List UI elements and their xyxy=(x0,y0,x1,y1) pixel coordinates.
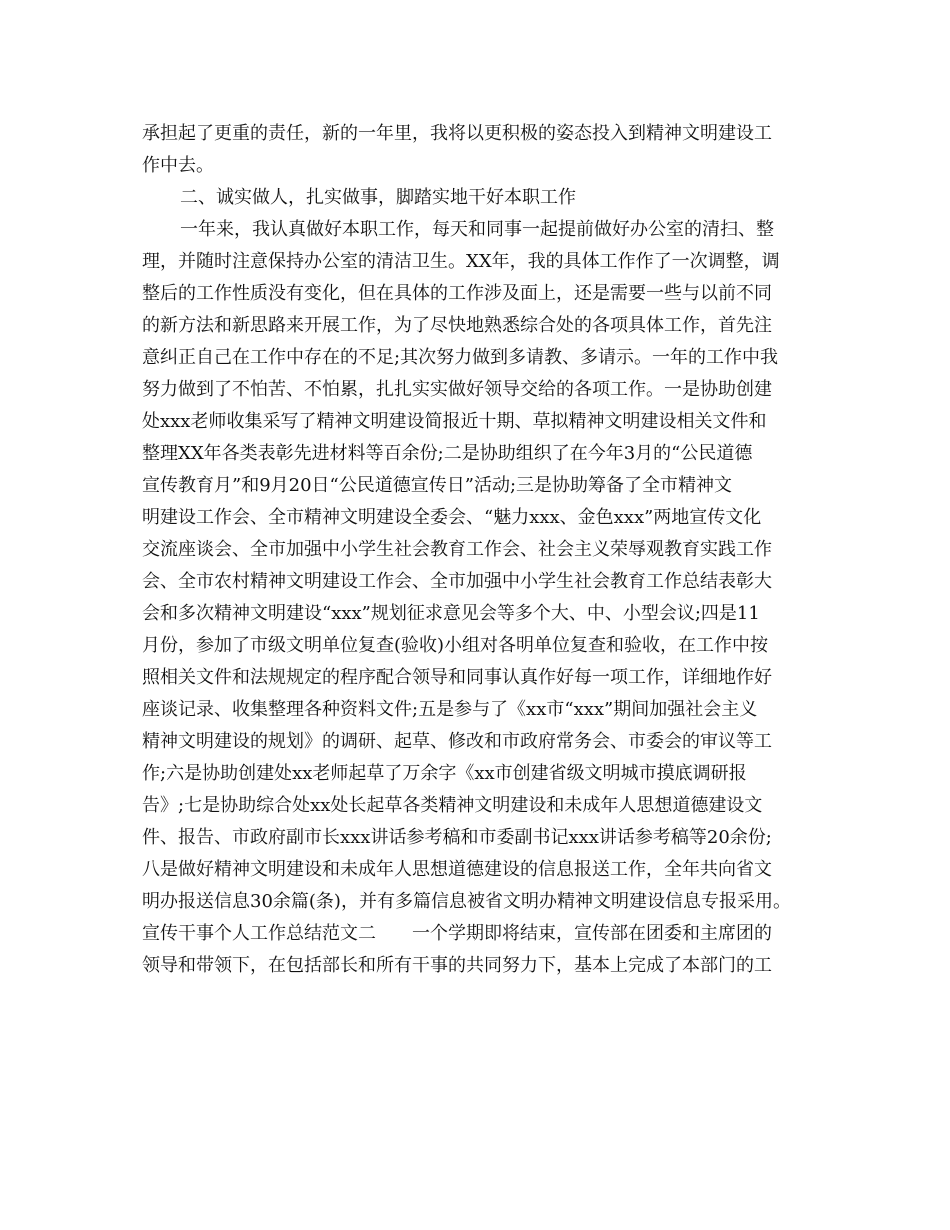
text-line: 件、报告、市政府副市长xxx讲话参考稿和市委副书记xxx讲话参考稿等20余份; xyxy=(142,827,772,848)
text-line: 宣传教育月”和9月20日“公民道德宣传日”活动;三是协助筹备了全市精神文 xyxy=(142,475,733,496)
text-line: 告》;七是协助综合处xx处长起草各类精神文明建设和未成年人思想道德建设文 xyxy=(142,795,763,816)
text-line: 明建设工作会、全市精神文明建设全委会、“魅力xxx、金色xxx”两地宣传文化 xyxy=(142,507,762,528)
text-line: 宣传干事个人工作总结范文二 一个学期即将结束，宣传部在团委和主席团的 xyxy=(142,923,772,944)
body-text xyxy=(142,118,822,982)
text-line: 努力做到了不怕苦、不怕累，扎扎实实做好领导交给的各项工作。一是协助创建 xyxy=(142,379,772,400)
text-line: 八是做好精神文明建设和未成年人思想道德建设的信息报送工作，全年共向省文 xyxy=(142,859,772,880)
text-line: 领导和带领下，在包括部长和所有干事的共同努力下，基本上完成了本部门的工 xyxy=(142,955,772,976)
section-heading: 二、诚实做人，扎实做事，脚踏实地干好本职工作 xyxy=(180,187,576,208)
text-line: 会和多次精神文明建设“xxx”规划征求意见会等多个大、中、小型会议;四是11 xyxy=(142,603,760,624)
text-line: 的新方法和新思路来开展工作，为了尽快地熟悉综合处的各项具体工作，首先注 xyxy=(142,315,772,336)
text-line: 精神文明建设的规划》的调研、起草、修改和市政府常务会、市委会的审议等工 xyxy=(142,731,772,752)
text-line: 月份，参加了市级文明单位复查(验收)小组对各明单位复查和验收，在工作中按 xyxy=(142,635,769,656)
text-line: 会、全市农村精神文明建设工作会、全市加强中小学生社会教育工作总结表彰大 xyxy=(142,571,772,592)
text-line: 意纠正自己在工作中存在的不足;其次努力做到多请教、多请示。一年的工作中我 xyxy=(142,347,779,368)
text-line: 承担起了更重的责任，新的一年里，我将以更积极的姿态投入到精神文明建设工 xyxy=(142,123,772,144)
text-line: 照相关文件和法规规定的程序配合领导和同事认真作好每一项工作，详细地作好 xyxy=(142,667,772,688)
text-line: 作;六是协助创建处xx老师起草了万余字《xx市创建省级文明城市摸底调研报 xyxy=(142,763,747,784)
text-line: 交流座谈会、全市加强中小学生社会教育工作会、社会主义荣辱观教育实践工作 xyxy=(142,539,772,560)
text-line: 整后的工作性质没有变化，但在具体的工作涉及面上，还是需要一些与以前不同 xyxy=(142,283,772,304)
text-line: 一年来，我认真做好本职工作，每天和同事一起提前做好办公室的清扫、整 xyxy=(180,219,774,240)
text-line: 理，并随时注意保持办公室的清洁卫生。XX年，我的具体工作作了一次调整，调 xyxy=(142,251,780,272)
text-line: 座谈记录、收集整理各种资料文件;五是参与了《xx市“xxx”期间加强社会主义 xyxy=(142,699,758,720)
text-line: 作中去。 xyxy=(142,155,214,176)
text-line: 明办报送信息30余篇(条)，并有多篇信息被省文明办精神文明建设信息专报采用。 xyxy=(142,891,791,912)
text-line: 处xxx老师收集采写了精神文明建设简报近十期、草拟精神文明建设相关文件和 xyxy=(142,411,767,432)
text-line: 整理XX年各类表彰先进材料等百余份;二是协助组织了在今年3月的“公民道德 xyxy=(142,443,753,464)
